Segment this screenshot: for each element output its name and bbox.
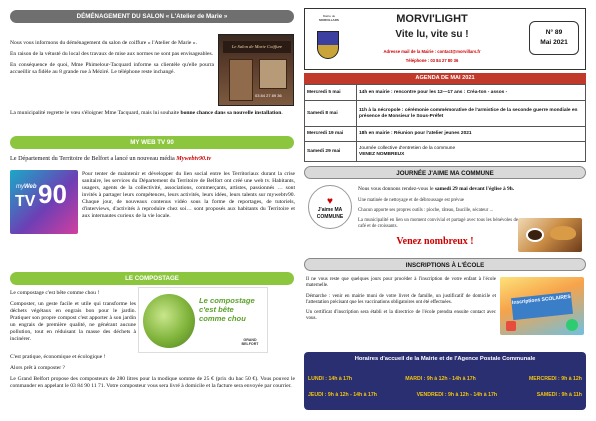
commune-b2: Chacun apporte ses propres outils : pioche, râteau, faucille, sécateur ... [358,207,494,213]
compost-banner [10,272,294,285]
salon-window [259,59,287,89]
poster-line-3: comme chou [199,314,246,323]
horaires-title: Horaires d'accueil de la Mairie et de l'Agence Postale Communale [354,356,536,362]
salon-banner [10,10,294,23]
agenda-text: 11h à la nécropole : cérémonie commémorative de l'armistice de la seconde guerre mondiale en présence de Monsieur le Sous-Préfet [357,101,586,127]
horaires-row-2 [308,392,582,399]
webtv-banner [10,136,294,149]
salon-p2: En raison de la vétusté du local des travaux de mise aux normes ne sont pas envisageables. [10,50,214,57]
webtv-logo-my: my [16,184,24,190]
horaires-cell: SAMEDI : 9h à 11h [536,392,582,398]
inscriptions-title: INSCRIPTIONS À L'ÉCOLE [405,262,485,269]
agenda-row [305,101,586,127]
crest-caption [309,15,349,23]
compost-p2: Composter, un geste facile et utile qui transforme les déchets végétaux en engrais bon pour le jardin. Pratiquer son propre compost c'est apporter à son jardin un engrais de première qualité, ne générant aucune pollution, tout en réduisant la masse des déchets à incinérer. [10,300,136,342]
agenda-header [304,73,586,84]
horaires-cell: MERCREDI : 9h à 12h [528,376,582,382]
agenda-day: Samedi 8 mai [305,101,357,127]
salon-p4-bold: bonne chance dans sa nouvelle installation [180,110,282,116]
salon-phone: 03 84 27 89 36 [255,93,282,98]
webtv-body [10,171,295,235]
webtv-lead-text: Le Département du Territoire de Belfort a lancé un nouveau média [10,155,175,162]
horaires-cell: MARDI : 9h à 12h - 14h à 17h [405,376,476,382]
crest-icon [317,31,339,59]
croissant-icon [550,226,576,240]
inscriptions-p2: Démarche : venir en mairie muni de votre livret de famille, un justificatif de domicile et l'attestation précisant que les vaccinations obligatoires ont été effectuées. [306,293,496,305]
salon-p1: Nous vous informons du déménagement du salon de coiffure « l'Atelier de Marie ». [10,40,198,46]
salon-title: DÉMÉNAGEMENT DU SALON « L'Atelier de Marie » [76,13,228,20]
webtv-logo-num: 90 [38,179,67,209]
agenda-cell [357,142,586,162]
apple-icon [566,319,578,331]
masthead [304,8,586,70]
issue-date: Mai 2021 [540,39,568,46]
commune-title: JOURNÉE J'AIME MA COMMUNE [396,170,494,177]
inscriptions-banner [304,258,586,271]
commune-text [358,186,586,197]
agenda-day: Samedi 29 mai [305,142,357,162]
salon-p4: La municipalité regrette le vœu s'éloigner Mme Tacquard, mais lui souhaite bonne chance dans sa nouvelle installation. [10,110,283,116]
commune-logo-text: J'aime MA COMMUNE [316,207,344,220]
inscriptions-text [306,277,496,327]
commune-bullets [358,198,518,234]
commune-b3: La municipalité en lien un moment convivial et partagé avec tous les bénévoles de café et de croissants. [358,217,518,229]
agenda-day: Mercredi 5 mai [305,85,357,101]
commune-line1 [358,186,586,193]
agenda-text: 18h en mairie : Réunion pour l'atelier jeunes 2021 [357,127,586,142]
agenda-text: Journée collective d'entretien de la commune [359,145,456,151]
compost-p1: Le compostage c'est bête comme chou ! [10,290,100,296]
poster-line-1: Le compostage [199,296,255,305]
mayor-line: Mairie de [322,14,336,18]
agenda-text: 14h en mairie : rencontre pour les 12—17 ans : Créa-ton - assos - [357,85,586,101]
commune-cta [360,236,510,249]
commune-photo [518,218,582,252]
compost-poster [138,287,268,353]
horaires-row-1 [308,376,582,383]
webtv-logo-tv: TV [15,193,36,210]
commune-banner [304,166,586,179]
town-name: MORVILLARS [319,17,339,22]
webtv-title: MY WEB TV 90 [130,139,174,146]
agenda-row [305,127,586,142]
poster-line-2: c'est bête [199,305,234,314]
agenda-row [305,85,586,101]
compost-text-2 [10,354,295,394]
compost-text [10,290,136,347]
masthead-subtitle: Vite lu, vite su ! [395,29,469,40]
horaires-box [304,352,586,410]
coffee-cup-icon [526,228,544,242]
webtv-logo-web: Web [24,184,37,190]
salon-photo [218,34,294,106]
compost-p3: C'est pratique, économique et écologique ! [10,354,106,360]
webtv-body-text: Pour tenter de maintenir et développer du lien social entre les Territoriaux durant la crise sanitaire, les services du Département du Territoire de Belfort ont créé une web tv. Habitants, usagers, agents de la collectivité, associations, commerçants, artistes, passionnés … sont invités à partager leurs compétences, leurs activités, leurs idées, leurs talents sur mywebtv90. Chaque jour, de nouveaux contenus vidéo sous la forme de reportages, de tutoriels, d'interviews, d'activités à reproduire chez soi… sont proposés aux habitants du Territoire et aux internautes curieux de la vie locale. [82,171,295,219]
compost-p5: Le Grand Belfort propose des composteurs de 280 litres pour la modique somme de 25 € (prix du bac 50 €). Vous pouvez le commander en appelant le 03 84 90 11 71. Votre composteur vous sera livré à domicile et la facture sera envoyée par courrier. [10,375,295,389]
commune-line1-b: samedi 29 mai devant l'église à 9h. [434,186,515,192]
pencil-icon [506,321,516,331]
commune-logo [308,185,352,229]
horaires-cell: VENDREDI : 9h à 12h - 14h à 17h [416,392,498,398]
masthead-address: Adresse mail de la Mairie : contact@morvillars.fr [383,49,481,54]
agenda-table [304,84,586,162]
commune-cta-text: Venez nombreux ! [396,236,474,247]
salon-p3: En conséquence de quoi, Mme Phimelour-Tacquard informe sa clientèle qu'elle pourra accueillir sa fidèle au 8 grande rue à Méziré. Le téléphone reste inchangé. [10,61,214,75]
horaires-cell: LUNDI : 14h à 17h [308,376,353,382]
inscriptions-p3: Un certificat d'inscription sera établi et la directrice de l'école prendra ensuite contact avec vous. [306,310,496,322]
issue-box [529,21,579,55]
poster-brand: GRAND BELFORT [241,338,259,347]
masthead-phone: Téléphone : 03 84 27 80 36 [405,58,459,63]
commune-line1-a: Nous vous donnons rendez-vous le [358,186,434,192]
inscriptions-poster-text: Inscriptions SCOLAIRES [511,292,573,320]
webtv-lead [10,155,296,163]
masthead-title: MORVI'LIGHT [396,13,468,25]
heart-icon: ♥ [327,196,333,207]
salon-text [10,40,214,80]
issue-number: N° 89 [545,29,563,36]
compost-p4: Alors prêt à composter ? [10,364,65,371]
agenda-row [305,142,586,162]
commune-b1: Une matinée de nettoyage et de débroussage est prévue [358,198,465,203]
salon-door [229,59,253,101]
agenda-day: Mercredi 19 mai [305,127,357,142]
inscriptions-p1: Il ne vous reste que quelques jours pour procéder à l'inscription de votre enfant à l'école maternelle. [306,277,496,289]
inscriptions-poster [500,277,584,335]
compost-title: LE COMPOSTAGE [125,275,179,282]
salon-p4-start: La municipalité regrette le vœu s'éloigner Mme Tacquard, mais lui souhaite [10,110,180,116]
salon-sign: Le Salon de Marie Coiffure [223,41,291,53]
horaires-cell: JEUDI : 9h à 12h - 14h à 17h [308,392,377,398]
agenda-extra: VENEZ NOMBREUX [359,151,405,157]
agenda-title: AGENDA DE MAI 2021 [415,75,475,81]
cabbage-icon [143,294,195,348]
webtv-link[interactable]: Mywebtv90.tv [176,155,212,162]
